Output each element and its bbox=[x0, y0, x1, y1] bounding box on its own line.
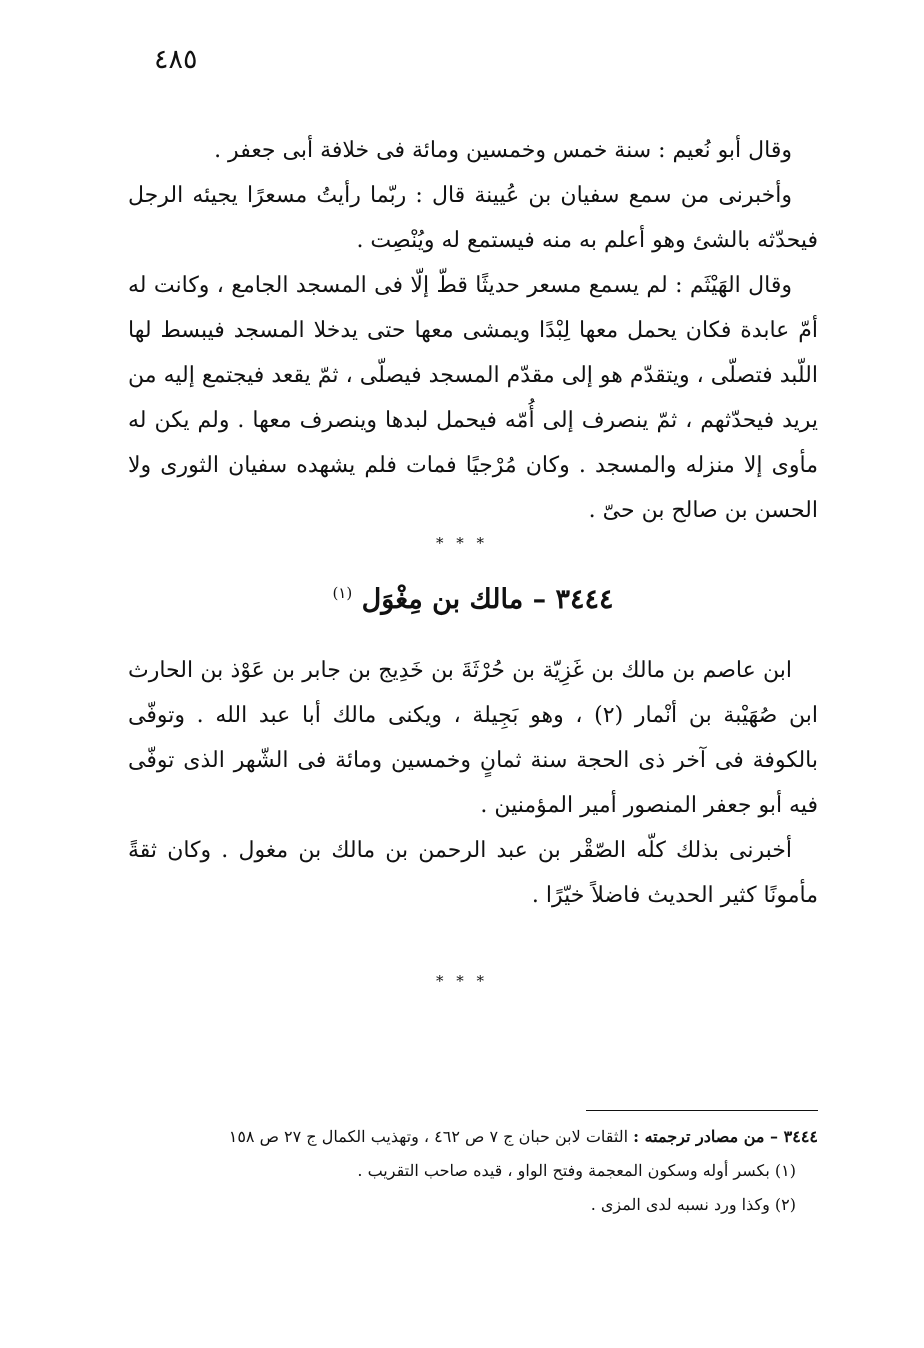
footnotes bbox=[128, 1120, 818, 1222]
entry-text-block bbox=[128, 648, 818, 918]
footnote-sources-text: الثقات لابن حبان ج ٧ ص ٤٦٢ ، وتهذيب الكمال ج ٢٧ ص ١٥٨ bbox=[228, 1127, 629, 1146]
footnote-divider bbox=[586, 1110, 818, 1111]
paragraph: وقال الهَيْثَم : لم يسمع مسعر حديثًا قطّ إلّا فى المسجد الجامع ، وكانت له أمّ عابدة فكان يحمل معها لِبْدًا ويمشى معها حتى يدخلا المسجد فيبسط لها اللّبد فتصلّى ، ويتقدّم هو إلى مقدّم المسجد فيصلّى ، ثمّ يقعد فيجتمع إليه من يريد فيحدّثهم ، ثمّ ينصرف إلى أُمّه فيحمل لبدها وينصرف معها . ولم يكن له مأوى إلا منزله والمسجد . وكان مُرْجيًا فمات فلم يشهده سفيان الثورى ولا الحسن بن صالح بن حىّ . bbox=[128, 273, 818, 523]
entry-heading bbox=[128, 584, 818, 615]
paragraph: ابن عاصم بن مالك بن غَزِيّة بن حُرْثَةَ بن خَدِيج بن جابر بن عَوْذ بن الحارث ابن صُهَيْبة بن أنْمار (٢) ، وهو بَجِيلة ، ويكنى مالك أبا عبد الله . وتوفّى بالكوفة فى آخر ذى الحجة سنة ثمانٍ وخمسين ومائة فى الشّهر الذى توفّى فيه أبو جعفر المنصور أمير المؤمنين . bbox=[128, 658, 818, 818]
entry-dash: – bbox=[532, 584, 547, 615]
footnote-item: (١) بكسر أوله وسكون المعجمة وفتح الواو ، قيده صاحب التقريب . bbox=[357, 1161, 796, 1180]
entry-name: مالك بن مِغْوَل bbox=[361, 584, 524, 615]
footnote-item: (٢) وكذا ورد نسبه لدى المزى . bbox=[590, 1195, 796, 1214]
footnote-reference: (١) bbox=[332, 584, 353, 602]
paragraph: وأخبرنى من سمع سفيان بن عُيينة قال : ربّما رأيتُ مسعرًا يجيئه الرجل فيحدّثه بالشئ وهو أعلم به منه فيستمع له ويُنْصِت . bbox=[128, 183, 818, 253]
page-number: ٤٨٥ bbox=[154, 44, 198, 75]
section-separator: * * * bbox=[435, 534, 489, 552]
paragraph: أخبرنى بذلك كلّه الصّقْر بن عبد الرحمن بن مالك بن مغول . وكان ثقةً مأمونًا كثير الحديث فاضلاً خيّرًا . bbox=[128, 838, 818, 908]
section-separator: * * * bbox=[435, 972, 489, 990]
footnote-sources bbox=[128, 1120, 818, 1154]
paragraph: وقال أبو نُعيم : سنة خمس وخمسين ومائة فى خلافة أبى جعفر . bbox=[214, 138, 792, 163]
entry-number: ٣٤٤٤ bbox=[555, 584, 614, 615]
footnote-sources-label: ٣٤٤٤ – من مصادر ترجمته : bbox=[633, 1127, 818, 1146]
top-text-block bbox=[128, 128, 818, 533]
